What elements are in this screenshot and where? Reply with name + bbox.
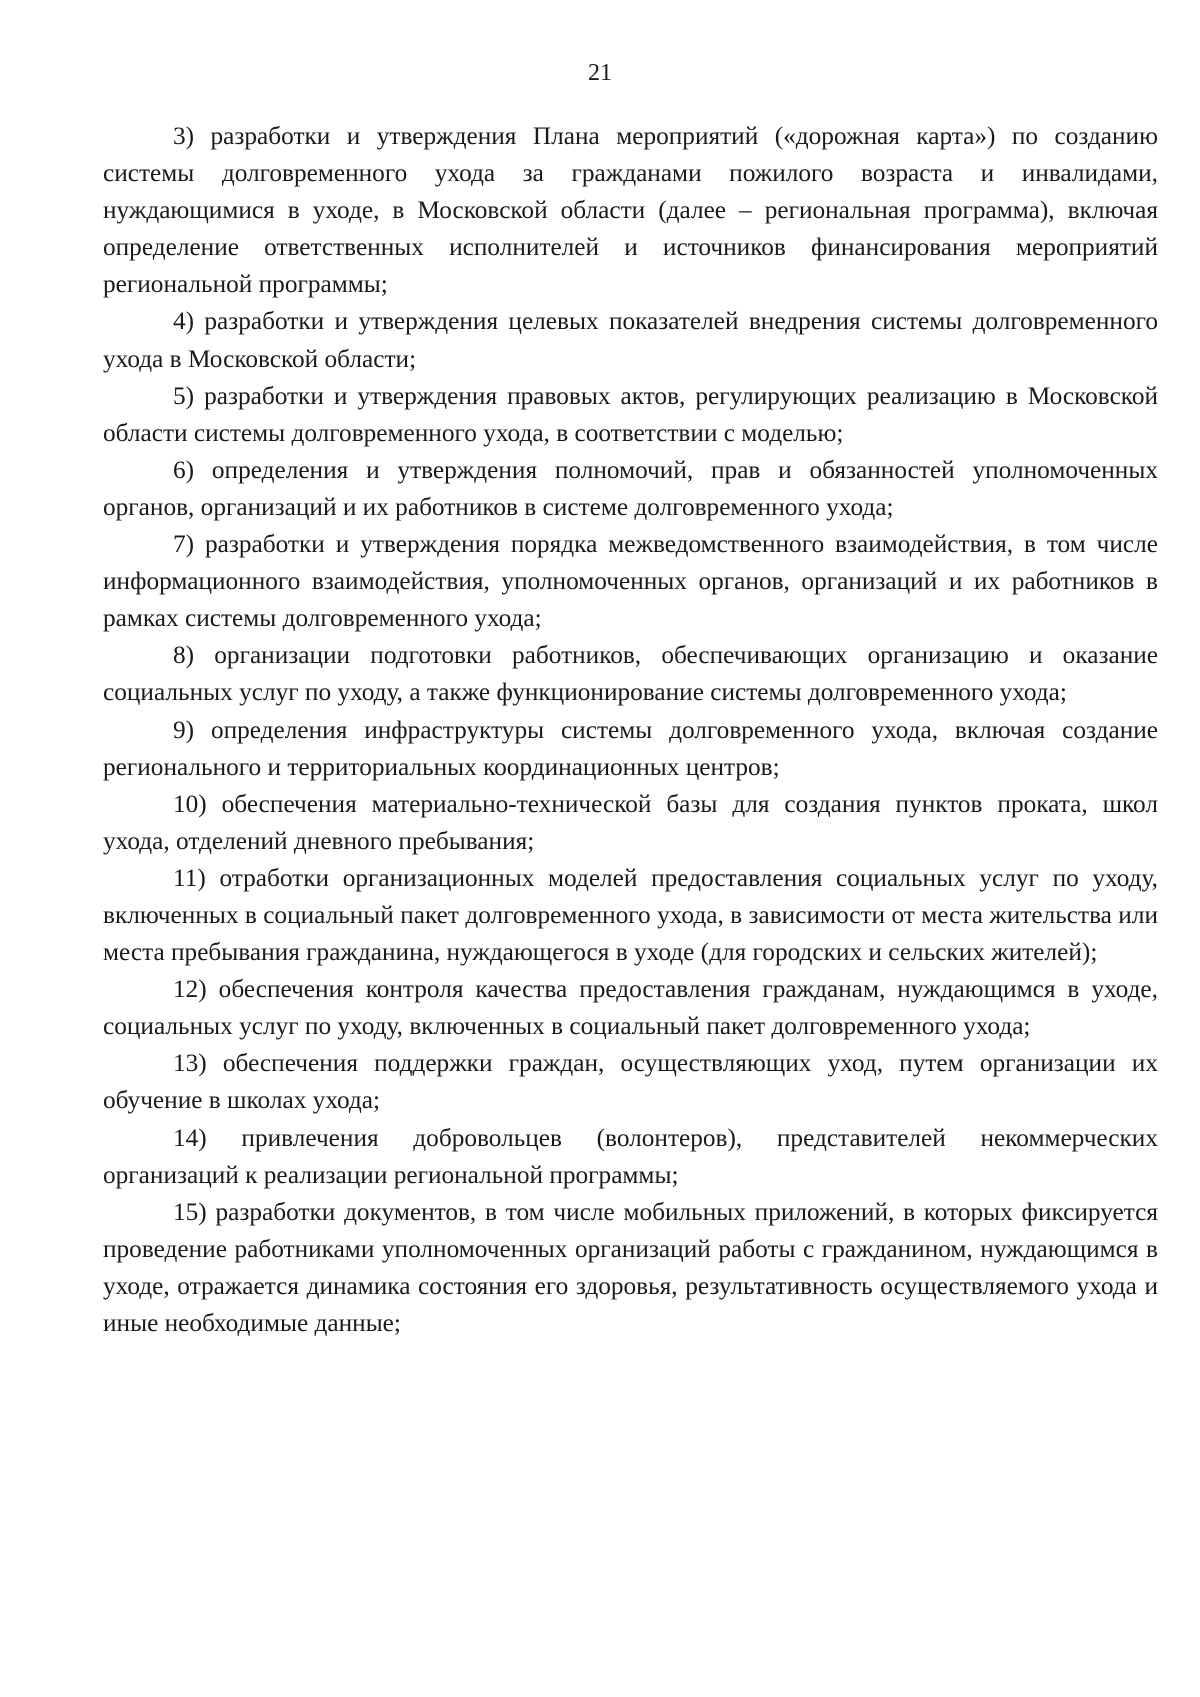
list-item-15: 15) разработки документов, в том числе мобильных приложений, в которых фиксируется проведение работниками уполномоченных организаций работы с гражданином, нуждающимся в уходе, отражается динамика состояния его здоровья, результативность осуществляемого ухода и иные необходимые данные; <box>103 1197 1158 1337</box>
list-item-8: 8) организации подготовки работников, обеспечивающих организацию и оказание социальных услуг по уходу, а также функционирование системы долговременного ухода; <box>103 641 1158 707</box>
list-item-4: 4) разработки и утверждения целевых показателей внедрения системы долговременного ухода в Московской области; <box>103 307 1158 373</box>
list-item-6: 6) определения и утверждения полномочий, прав и обязанностей уполномоченных органов, организаций и их работников в системе долговременного ухода; <box>103 455 1158 521</box>
list-item-9: 9) определения инфраструктуры системы долговременного ухода, включая создание регионального и территориальных координационных центров; <box>103 715 1158 781</box>
list-item-12: 12) обеспечения контроля качества предоставления гражданам, нуждающимся в уходе, социальных услуг по уходу, включенных в социальный пакет долговременного ухода; <box>103 975 1158 1041</box>
list-item-3: 3) разработки и утверждения Плана мероприятий («дорожная карта») по созданию системы долговременного ухода за гражданами пожилого возраста и инвалидами, нуждающимися в уходе, в Московской области (далее – региональная программа), включая определение ответственных исполнителей и источников финансирования мероприятий региональной программы; <box>103 122 1158 299</box>
list-item-11: 11) отработки организационных моделей предоставления социальных услуг по уходу, включенных в социальный пакет долговременного ухода, в зависимости от места жительства или места пребывания гражданина, нуждающегося в уходе (для городских и сельских жителей); <box>103 863 1158 967</box>
list-item-13: 13) обеспечения поддержки граждан, осуществляющих уход, путем организации их обучение в школах ухода; <box>103 1049 1158 1115</box>
list-item-5: 5) разработки и утверждения правовых актов, регулирующих реализацию в Московской области системы долговременного ухода, в соответствии с моделью; <box>103 381 1158 447</box>
list-item-7: 7) разработки и утверждения порядка межведомственного взаимодействия, в том числе информационного взаимодействия, уполномоченных органов, организаций и их работников в рамках системы долговременного ухода; <box>103 530 1158 633</box>
list-item-10: 10) обеспечения материально-технической базы для создания пунктов проката, школ ухода, отделений дневного пребывания; <box>103 789 1158 855</box>
list-item-14: 14) привлечения добровольцев (волонтеров), представителей некоммерческих организаций к реализации региональной программы; <box>103 1123 1158 1189</box>
page-number: 21 <box>588 60 612 86</box>
document-body <box>103 118 1158 1342</box>
